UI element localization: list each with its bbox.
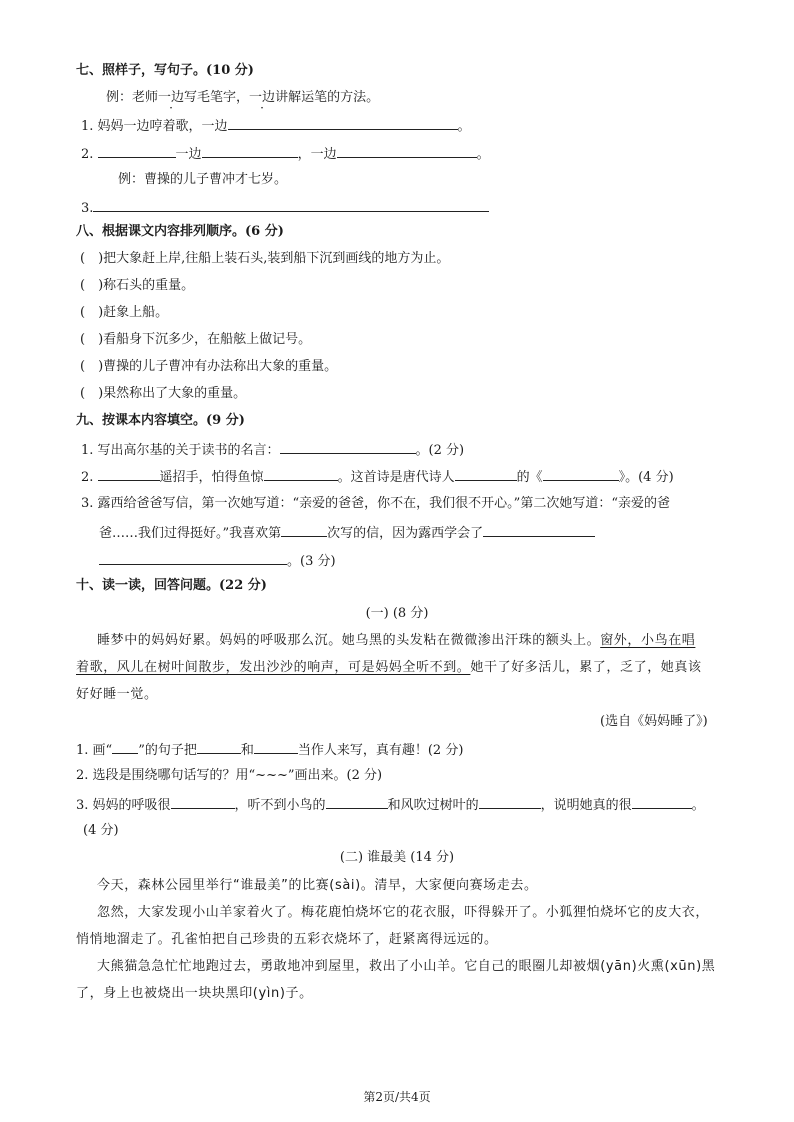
s10-q1a: 1. 画“ [76, 743, 113, 758]
order-item: ( )曹操的儿子曹冲有办法称出大象的重量。 [80, 359, 338, 374]
answer-blank[interactable] [264, 467, 338, 481]
s10-q3d: ，说明她真的很 [540, 798, 632, 813]
s10-q1c: 和 [240, 743, 254, 758]
s7-q2-b: ，一边 [297, 147, 337, 162]
answer-blank[interactable] [98, 467, 160, 481]
answer-blank[interactable] [280, 440, 416, 454]
s9-q1-end: 。(2 分) [415, 443, 465, 458]
page-footer: 第2页/共4页 [363, 1090, 431, 1104]
s7-q2-num: 2. [81, 147, 94, 162]
s9-q3-l2a: 爸……我们过得挺好。”我喜欢第 [99, 526, 282, 541]
s10-q1d: 当作人来写，真有趣！(2 分) [297, 743, 464, 758]
passage-1-heading: (一) (8 分) [365, 606, 429, 621]
s9-q1 [81, 440, 464, 460]
s7-q3 [81, 198, 489, 218]
underline-sample [112, 740, 138, 754]
s10-q1b: ”的句子把 [138, 743, 197, 758]
p1-l2a-underlined: 着歌，风儿在树叶间散步，发出沙沙的响声，可是妈妈全听不到。 [76, 660, 471, 675]
s9-q2-b: 。这首诗是唐代诗人 [337, 470, 455, 485]
order-item: ( )赶象上船。 [80, 305, 169, 320]
s7-q2-a: 一边 [175, 147, 202, 162]
example-1 [106, 89, 379, 107]
s10-q3a: 3. 妈妈的呼吸很 [76, 798, 171, 813]
s7-q1-end: 。 [457, 119, 471, 134]
answer-blank[interactable] [228, 116, 458, 130]
section-8-title: 八、根据课文内容排列顺序。(6 分) [76, 224, 284, 239]
passage-2-line-3: 悄悄地溜走了。孔雀怕把自己珍贵的五彩衣烧坏了，赶紧离得远远的。 [76, 932, 498, 947]
s9-q2-num: 2. [81, 470, 94, 485]
answer-blank[interactable] [543, 467, 619, 481]
s7-q2 [81, 144, 490, 164]
s10-q3b: ，听不到小鸟的 [234, 798, 326, 813]
example-1-post: 讲解运笔的方法。 [275, 90, 380, 105]
s10-q3e: 。 [691, 798, 705, 813]
s10-q3c: 和风吹过树叶的 [387, 798, 479, 813]
s10-q3-score: (4 分) [83, 823, 119, 838]
answer-blank[interactable] [337, 144, 477, 158]
s7-q2-end: 。 [476, 147, 490, 162]
answer-blank[interactable] [479, 795, 541, 809]
passage-2-heading: (二) 谁最美 (14 分) [339, 850, 455, 865]
order-item: ( )称石头的重量。 [80, 278, 195, 293]
p1-l2b: 她干了好多活儿，累了，乏了，她真该 [470, 660, 702, 675]
answer-blank[interactable] [202, 144, 298, 158]
s9-q3-line-2 [99, 523, 595, 543]
passage-1-line-3: 好好睡一觉。 [76, 687, 158, 702]
section-10-title: 十、读一读，回答问题。(22 分) [76, 578, 267, 593]
s7-q3-num: 3. [81, 201, 94, 216]
answer-blank[interactable] [483, 523, 595, 537]
s9-q3-line-3 [99, 551, 336, 571]
s9-q2-d: 》。(4 分) [618, 470, 674, 485]
s7-q1 [81, 116, 471, 136]
passage-1-line-1 [97, 632, 695, 650]
passage-1-line-2 [76, 659, 702, 677]
answer-blank[interactable] [93, 198, 489, 212]
answer-blank[interactable] [326, 795, 388, 809]
s10-q1 [76, 740, 463, 760]
s9-q3-line-1: 3. 露西给爸爸写信，第一次她写道：“亲爱的爸爸，你不在，我们很不开心。”第二次她写道：“亲爱的爸 [81, 496, 670, 511]
order-item: ( )果然称出了大象的重量。 [80, 386, 247, 401]
answer-blank[interactable] [197, 740, 241, 754]
s9-q2-a: 遥招手，怕得鱼惊 [159, 470, 264, 485]
answer-blank[interactable] [99, 551, 287, 565]
answer-blank[interactable] [254, 740, 298, 754]
passage-2-line-5: 了，身上也被烧出一块块黑印(yìn)子。 [76, 986, 313, 1001]
s10-q2: 2. 选段是围绕哪句话写的？用“~~~”画出来。(2 分) [76, 768, 383, 783]
answer-blank[interactable] [455, 467, 517, 481]
answer-blank[interactable] [281, 523, 327, 537]
answer-blank[interactable] [98, 144, 176, 158]
example-1-mid: 写毛笔字， [184, 90, 250, 105]
s7-q1-text: 1. 妈妈一边哼着歌，一边 [81, 119, 228, 134]
s9-q1-text: 1. 写出高尔基的关于读书的名言： [81, 443, 280, 458]
order-item: ( )看船身下沉多少，在船舷上做记号。 [80, 332, 312, 347]
passage-1-source: (选自《妈妈睡了》) [600, 714, 708, 729]
section-9-title: 九、按课本内容填空。(9 分) [76, 413, 245, 428]
s9-q3-l2b: 次写的信，因为露西学会了 [327, 526, 484, 541]
passage-2-line-1: 今天，森林公园里举行“谁最美”的比赛(sài)。清早，大家便向赛场走去。 [97, 878, 538, 893]
emphasis-a: 一边 [158, 90, 185, 105]
passage-2-line-4: 大熊猫急急忙忙地跑过去，勇敢地冲到屋里，救出了小山羊。它自己的眼圈儿却被烟(yān)火熏(xūn)黑 [97, 959, 716, 974]
section-7-title: 七、照样子，写句子。(10 分) [76, 63, 254, 78]
answer-blank[interactable] [171, 795, 235, 809]
s9-q2 [81, 467, 674, 487]
answer-blank[interactable] [632, 795, 692, 809]
p1-l1b-underlined: 窗外，小鸟在唱 [600, 633, 696, 648]
emphasis-b: 一边 [249, 90, 276, 105]
s9-q3-l3: 。(3 分) [287, 554, 336, 569]
order-item: ( )把大象赶上岸,往船上装石头,装到船下沉到画线的地方为止。 [80, 251, 450, 266]
passage-2-line-2: 忽然，大家发现小山羊家着火了。梅花鹿怕烧坏它的花衣服，吓得躲开了。小狐狸怕烧坏它的皮大衣， [97, 905, 710, 920]
s9-q2-c: 的《 [516, 470, 543, 485]
s10-q3 [76, 795, 705, 815]
p1-l1a: 睡梦中的妈妈好累。妈妈的呼吸那么沉。她乌黑的头发粘在微微渗出汗珠的额头上。 [97, 633, 601, 648]
example-1-pre: 例：老师 [106, 90, 159, 105]
example-2: 例：曹操的儿子曹冲才七岁。 [118, 172, 288, 187]
